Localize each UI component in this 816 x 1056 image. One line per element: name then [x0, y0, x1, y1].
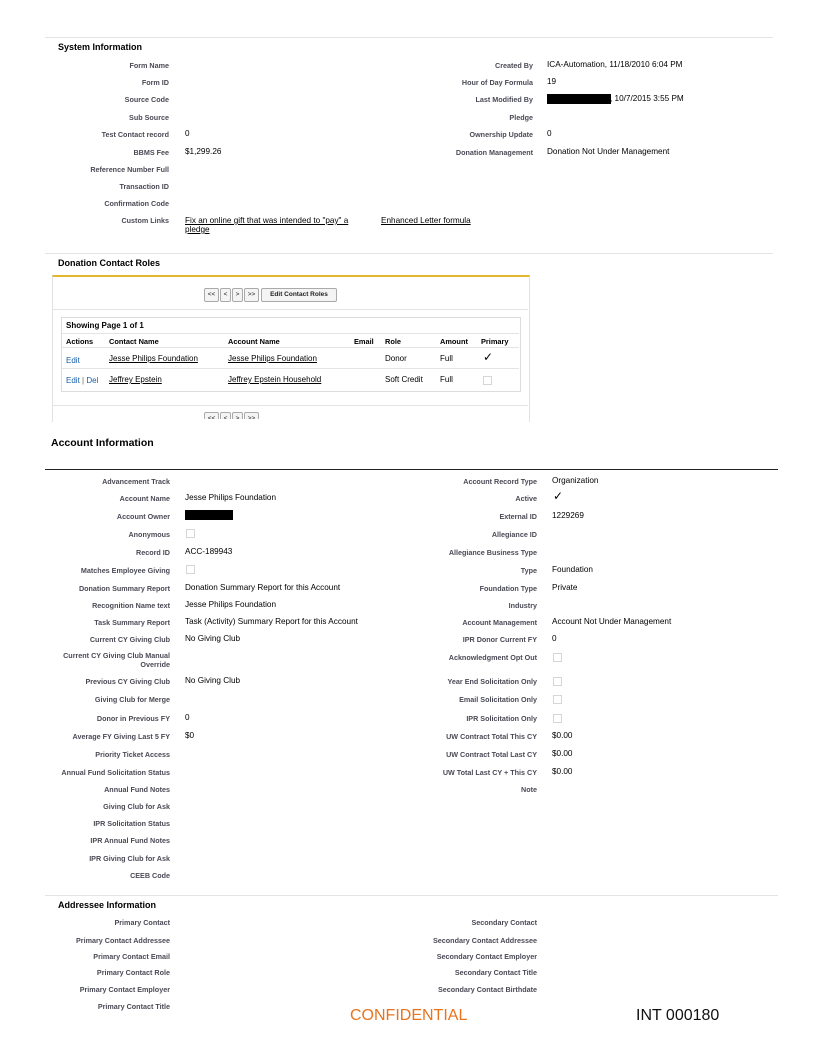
pager-prev-button[interactable]: <: [220, 288, 231, 302]
section-divider: [45, 37, 773, 38]
field-value-type: Foundation: [552, 565, 593, 574]
donation-contact-roles-title: Donation Contact Roles: [58, 258, 161, 268]
donation-summary-report-link[interactable]: Donation Summary Report for this Account: [185, 583, 341, 592]
year-end-solicitation-only-checkbox: [553, 677, 562, 686]
account-information-title: Account Information: [51, 437, 154, 449]
field-label-source-code: Source Code: [124, 95, 169, 104]
field-label-allegiance-business-type: Allegiance Business Type: [448, 548, 537, 557]
field-label-account-management: Account Management: [462, 618, 537, 627]
field-label-note: Note: [521, 785, 537, 794]
field-label-ipr-giving-club-for-ask: IPR Giving Club for Ask: [89, 854, 170, 863]
field-label-uw-total-last-plus-this-cy: UW Total Last CY + This CY: [442, 768, 537, 777]
field-label-transaction-id: Transaction ID: [119, 182, 169, 191]
contact-name-link[interactable]: Jeffrey Epstein: [109, 375, 162, 384]
field-value-ipr-donor-current-fy: 0: [552, 634, 557, 643]
field-label-ipr-annual-fund-notes: IPR Annual Fund Notes: [90, 836, 170, 845]
field-label-confirmation-code: Confirmation Code: [104, 199, 169, 208]
email-solicitation-only-checkbox: [553, 695, 562, 704]
field-label-ipr-donor-current-fy: IPR Donor Current FY: [462, 635, 537, 644]
field-label-primary-contact-title: Primary Contact Title: [97, 1002, 170, 1011]
anonymous-checkbox: [186, 529, 195, 538]
field-value-uw-contract-total-this-cy: $0.00: [552, 731, 573, 740]
field-label-uw-contract-total-this-cy: UW Contract Total This CY: [446, 732, 537, 741]
table-divider: [62, 347, 519, 348]
field-label-secondary-contact-birthdate: Secondary Contact Birthdate: [437, 985, 537, 994]
field-label-ipr-solicitation-status: IPR Solicitation Status: [93, 819, 170, 828]
redaction-block: [185, 510, 233, 520]
bottom-pager: [200, 410, 266, 419]
matches-employee-giving-checkbox: [186, 565, 195, 574]
showing-page-text: Showing Page 1 of 1: [66, 321, 144, 330]
field-label-account-record-type: Account Record Type: [463, 477, 537, 486]
custom-link-enhanced-letter[interactable]: Enhanced Letter formula: [381, 216, 471, 225]
column-header-contact-name: Contact Name: [109, 337, 159, 346]
field-value-donation-management: Donation Not Under Management: [547, 147, 670, 156]
field-label-foundation-type: Foundation Type: [479, 584, 537, 593]
panel-divider: [53, 309, 528, 310]
column-header-account-name: Account Name: [228, 337, 280, 346]
field-label-active: Active: [515, 494, 537, 503]
section-divider: [45, 469, 778, 470]
pager-prev-button[interactable]: <: [220, 412, 231, 419]
field-label-donation-management: Donation Management: [455, 148, 533, 157]
pager-first-button[interactable]: <<: [204, 288, 219, 302]
field-label-created-by: Created By: [495, 61, 533, 70]
field-label-form-name: Form Name: [129, 61, 169, 70]
field-label-account-owner: Account Owner: [116, 512, 170, 521]
field-label-form-id: Form ID: [141, 78, 169, 87]
field-value-uw-contract-total-last-cy: $0.00: [552, 749, 573, 758]
action-separator: |: [82, 376, 85, 385]
field-label-uw-contract-total-last-cy: UW Contract Total Last CY: [446, 750, 537, 759]
field-label-ownership-update: Ownership Update: [469, 130, 533, 139]
column-header-role: Role: [385, 337, 402, 346]
pager-first-button[interactable]: <<: [204, 412, 219, 419]
field-label-primary-contact-employer: Primary Contact Employer: [79, 985, 170, 994]
field-value-average-fy-giving: $0: [185, 731, 195, 740]
field-label-account-name: Account Name: [119, 494, 170, 503]
amount-value: Full: [440, 375, 453, 384]
custom-link-fix-online-gift[interactable]: Fix an online gift that was intended to "pay" a pledge: [185, 216, 349, 234]
field-value-account-record-type: Organization: [552, 476, 599, 485]
column-header-amount: Amount: [440, 337, 468, 346]
column-header-primary: Primary: [481, 337, 509, 346]
field-label-current-cy-giving-club: Current CY Giving Club: [89, 635, 170, 644]
field-label-annual-fund-notes: Annual Fund Notes: [104, 785, 170, 794]
row-edit-link[interactable]: Edit: [66, 356, 80, 365]
column-header-email: Email: [354, 337, 374, 346]
confidential-stamp: CONFIDENTIAL: [350, 1007, 468, 1024]
field-label-bbms-fee: BBMS Fee: [133, 148, 169, 157]
field-label-sub-source: Sub Source: [129, 113, 169, 122]
field-value-ownership-update: 0: [547, 129, 552, 138]
field-label-donor-in-previous-fy: Donor in Previous FY: [96, 714, 170, 723]
field-label-advancement-track: Advancement Track: [102, 477, 170, 486]
contact-name-link[interactable]: Jesse Philips Foundation: [109, 354, 198, 363]
field-label-primary-contact-addressee: Primary Contact Addressee: [75, 936, 170, 945]
field-label-priority-ticket-access: Priority Ticket Access: [95, 750, 170, 759]
field-value-account-name: Jesse Philips Foundation: [185, 493, 277, 502]
role-value: Soft Credit: [385, 375, 423, 384]
account-name-link[interactable]: Jesse Philips Foundation: [228, 354, 317, 363]
field-label-previous-cy-giving-club: Previous CY Giving Club: [85, 677, 170, 686]
field-label-donation-summary-report: Donation Summary Report: [78, 584, 170, 593]
table-divider: [62, 368, 519, 369]
panel-divider: [53, 405, 528, 406]
field-label-allegiance-id: Allegiance ID: [491, 530, 537, 539]
column-header-actions: Actions: [66, 337, 94, 346]
field-value-donor-in-previous-fy: 0: [185, 713, 190, 722]
addressee-information-title: Addressee Information: [58, 900, 157, 910]
field-label-ceeb-code: CEEB Code: [130, 871, 170, 880]
field-label-secondary-contact-employer: Secondary Contact Employer: [436, 952, 537, 961]
field-label-hour-of-day-formula: Hour of Day Formula: [461, 78, 533, 87]
field-label-giving-club-for-merge: Giving Club for Merge: [94, 695, 170, 704]
row-delete-link[interactable]: Del: [86, 376, 99, 385]
field-label-secondary-contact: Secondary Contact: [471, 918, 537, 927]
field-label-task-summary-report: Task Summary Report: [94, 618, 170, 627]
field-label-last-modified-by: Last Modified By: [475, 95, 533, 104]
field-label-industry: Industry: [508, 601, 537, 610]
primary-checked-icon: ✓: [483, 350, 494, 364]
field-value-external-id: 1229269: [552, 511, 584, 520]
field-value-hour-of-day-formula: 19: [547, 77, 557, 86]
field-label-primary-contact-role: Primary Contact Role: [96, 968, 170, 977]
field-value-current-cy-giving-club: No Giving Club: [185, 634, 241, 643]
field-label-custom-links: Custom Links: [121, 216, 169, 225]
field-label-type: Type: [520, 566, 537, 575]
pager-last-button[interactable]: >>: [244, 288, 259, 302]
field-label-giving-club-for-ask: Giving Club for Ask: [103, 802, 170, 811]
field-label-secondary-contact-title: Secondary Contact Title: [454, 968, 537, 977]
field-label-anonymous: Anonymous: [128, 530, 170, 539]
field-label-acknowledgment-opt-out: Acknowledgment Opt Out: [448, 653, 537, 662]
task-summary-report-link[interactable]: Task (Activity) Summary Report for this Account: [185, 617, 358, 626]
table-divider: [62, 333, 519, 334]
field-label-record-id: Record ID: [136, 548, 170, 557]
pager-next-button[interactable]: >: [232, 288, 243, 302]
field-label-email-solicitation-only: Email Solicitation Only: [459, 695, 537, 704]
field-value-previous-cy-giving-club: No Giving Club: [185, 676, 241, 685]
field-label-external-id: External ID: [499, 512, 537, 521]
field-label-current-cy-giving-club-manual-override: Current CY Giving Club Manual Override: [63, 651, 170, 669]
active-checked-icon: ✓: [553, 489, 564, 503]
field-label-annual-fund-solicitation-status: Annual Fund Solicitation Status: [61, 768, 170, 777]
field-value-created-by: ICA-Automation, 11/18/2010 6:04 PM: [547, 60, 683, 69]
field-label-matches-employee-giving: Matches Employee Giving: [80, 566, 170, 575]
acknowledgment-opt-out-checkbox: [553, 653, 562, 662]
row-edit-link[interactable]: Edit: [66, 376, 80, 385]
account-name-link[interactable]: Jeffrey Epstein Household: [228, 375, 322, 384]
bates-number: INT 000180: [636, 1007, 720, 1024]
ipr-solicitation-only-checkbox: [553, 714, 562, 723]
field-label-recognition-name-text: Recognition Name text: [92, 601, 170, 610]
system-information-title: System Information: [58, 42, 143, 52]
section-divider: [45, 253, 773, 254]
amount-value: Full: [440, 354, 453, 363]
field-label-average-fy-giving: Average FY Giving Last 5 FY: [72, 732, 170, 741]
field-label-ipr-solicitation-only: IPR Solicitation Only: [466, 714, 537, 723]
pager-next-button[interactable]: >: [232, 412, 243, 419]
field-value-account-management: Account Not Under Management: [552, 617, 672, 626]
field-label-secondary-contact-addressee: Secondary Contact Addressee: [433, 936, 537, 945]
section-divider: [45, 895, 778, 896]
field-value-bbms-fee: $1,299.26: [185, 147, 222, 156]
redaction-block: [547, 94, 611, 104]
role-value: Donor: [385, 354, 407, 363]
pager-last-button[interactable]: >>: [244, 412, 259, 419]
field-label-primary-contact-email: Primary Contact Email: [93, 952, 170, 961]
primary-unchecked-checkbox: [483, 376, 492, 385]
field-value-uw-total-last-plus-this-cy: $0.00: [552, 767, 573, 776]
field-value-recognition-name: Jesse Philips Foundation: [185, 600, 277, 609]
field-label-pledge: Pledge: [509, 113, 533, 122]
field-value-foundation-type: Private: [552, 583, 578, 592]
field-value-test-contact-record: 0: [185, 129, 190, 138]
field-label-reference-number-full: Reference Number Full: [90, 165, 169, 174]
field-label-year-end-solicitation-only: Year End Solicitation Only: [447, 677, 537, 686]
row-actions: [66, 376, 98, 385]
field-value-record-id: ACC-189943: [185, 547, 233, 556]
field-value-last-modified-date: , 10/7/2015 3:55 PM: [610, 94, 684, 103]
field-label-primary-contact: Primary Contact: [114, 918, 170, 927]
edit-contact-roles-button[interactable]: Edit Contact Roles: [261, 288, 337, 302]
field-label-test-contact-record: Test Contact record: [101, 130, 169, 139]
